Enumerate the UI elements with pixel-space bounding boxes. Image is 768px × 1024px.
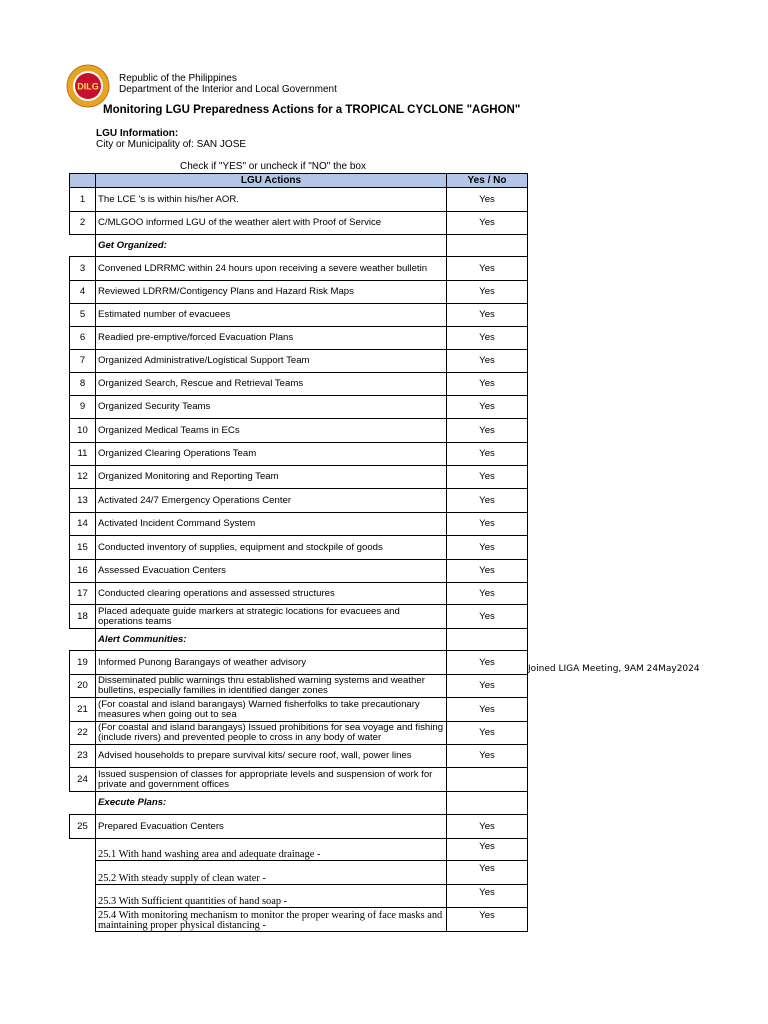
answer-cell[interactable]: Yes — [447, 304, 528, 327]
section-row — [70, 235, 528, 257]
answer-cell[interactable]: Yes — [447, 396, 528, 419]
row-number: 5 — [70, 304, 96, 327]
answer-cell[interactable]: Yes — [447, 651, 528, 675]
action-text: 25.1 With hand washing area and adequate drainage - — [96, 839, 447, 861]
action-text: Advised households to prepare survival kits/ secure roof, wall, power lines — [96, 745, 447, 768]
table-row — [70, 536, 528, 560]
agency-block — [119, 73, 337, 95]
table-row — [70, 839, 528, 861]
answer-cell[interactable]: Yes — [447, 327, 528, 350]
answer-cell[interactable]: Yes — [447, 257, 528, 281]
row-number: 2 — [70, 212, 96, 235]
table-row — [70, 304, 528, 327]
table-row — [70, 908, 528, 932]
action-text: 25.2 With steady supply of clean water - — [96, 861, 447, 885]
action-text: Organized Monitoring and Reporting Team — [96, 466, 447, 489]
action-text: C/MLGOO informed LGU of the weather alert with Proof of Service — [96, 212, 447, 235]
action-text: Organized Administrative/Logistical Support Team — [96, 350, 447, 373]
table-row — [70, 885, 528, 908]
row-number: 10 — [70, 419, 96, 443]
answer-cell[interactable]: Yes — [447, 536, 528, 560]
row-number: 24 — [70, 768, 96, 792]
answer-cell[interactable]: Yes — [447, 281, 528, 304]
answer-cell[interactable]: Yes — [447, 885, 528, 908]
answer-cell — [447, 235, 528, 257]
table-row — [70, 861, 528, 885]
header-num-cell — [70, 174, 96, 188]
table-row — [70, 513, 528, 536]
answer-cell[interactable]: Yes — [447, 583, 528, 605]
answer-cell[interactable]: Yes — [447, 373, 528, 396]
action-text: 25.3 With Sufficient quantities of hand soap - — [96, 885, 447, 908]
table-row — [70, 188, 528, 212]
table-row — [70, 257, 528, 281]
answer-cell[interactable]: Yes — [447, 419, 528, 443]
answer-cell[interactable]: Yes — [447, 188, 528, 212]
action-text: Placed adequate guide markers at strategic locations for evacuees and operations teams — [96, 605, 447, 629]
action-text: The LCE 's is within his/her AOR. — [96, 188, 447, 212]
answer-cell[interactable]: Yes — [447, 212, 528, 235]
row-number: 22 — [70, 722, 96, 745]
row-number: 18 — [70, 605, 96, 629]
side-note: Joined LIGA Meeting, 9AM 24May2024 — [528, 664, 700, 674]
dilg-logo — [66, 64, 110, 108]
answer-cell[interactable]: Yes — [447, 605, 528, 629]
action-text: Organized Medical Teams in ECs — [96, 419, 447, 443]
row-number: 12 — [70, 466, 96, 489]
table-row — [70, 419, 528, 443]
table-row — [70, 350, 528, 373]
answer-cell[interactable]: Yes — [447, 861, 528, 885]
action-text: (For coastal and island barangays) Issued prohibitions for sea voyage and fishing (include rivers) and prevented people to cross in any body of water — [96, 722, 447, 745]
row-number: 16 — [70, 560, 96, 583]
table-row — [70, 443, 528, 466]
answer-cell[interactable]: Yes — [447, 722, 528, 745]
answer-cell[interactable]: Yes — [447, 560, 528, 583]
section-label: Alert Communities: — [96, 629, 447, 651]
answer-cell[interactable]: Yes — [447, 908, 528, 932]
answer-cell[interactable]: Yes — [447, 489, 528, 513]
action-text: Organized Clearing Operations Team — [96, 443, 447, 466]
table-row — [70, 212, 528, 235]
table-row — [70, 745, 528, 768]
row-number — [70, 861, 96, 885]
action-text: Issued suspension of classes for appropriate levels and suspension of work for private and government offices — [96, 768, 447, 792]
answer-cell[interactable]: Yes — [447, 443, 528, 466]
table-header-row — [70, 174, 528, 188]
row-number: 8 — [70, 373, 96, 396]
row-number: 4 — [70, 281, 96, 304]
row-number: 20 — [70, 675, 96, 698]
action-text: 25.4 With monitoring mechanism to monitor the proper wearing of face masks and maintaining proper physical distancing - — [96, 908, 447, 932]
row-number — [70, 839, 96, 861]
section-label: Get Organized: — [96, 235, 447, 257]
table-row — [70, 605, 528, 629]
table-row — [70, 583, 528, 605]
section-row — [70, 629, 528, 651]
city-line: City or Municipality of: SAN JOSE — [96, 139, 247, 150]
row-number: 14 — [70, 513, 96, 536]
document-title: Monitoring LGU Preparedness Actions for a TROPICAL CYCLONE "AGHON" — [103, 104, 521, 116]
row-number: 23 — [70, 745, 96, 768]
table-row — [70, 560, 528, 583]
action-text: Disseminated public warnings thru established warning systems and weather bulletins, especially families in identified danger zones — [96, 675, 447, 698]
header-actions: LGU Actions — [96, 174, 447, 188]
answer-cell[interactable]: Yes — [447, 513, 528, 536]
header-yes-no: Yes / No — [447, 174, 528, 188]
row-number: 25 — [70, 815, 96, 839]
answer-cell[interactable]: Yes — [447, 839, 528, 861]
answer-cell — [447, 792, 528, 815]
row-number: 3 — [70, 257, 96, 281]
table-row — [70, 768, 528, 792]
blank-cell — [70, 792, 96, 815]
row-number: 13 — [70, 489, 96, 513]
lgu-info-label: LGU Information: — [96, 128, 179, 139]
action-text: (For coastal and island barangays) Warned fisherfolks to take precautionary measures when going out to sea — [96, 698, 447, 722]
action-text: Estimated number of evacuees — [96, 304, 447, 327]
actions-table — [69, 173, 528, 932]
blank-cell — [70, 235, 96, 257]
agency-line-1: Republic of the Philippines — [119, 73, 237, 84]
row-number: 9 — [70, 396, 96, 419]
table-row — [70, 281, 528, 304]
action-text: Convened LDRRMC within 24 hours upon receiving a severe weather bulletin — [96, 257, 447, 281]
row-number: 6 — [70, 327, 96, 350]
action-text: Readied pre-emptive/forced Evacuation Plans — [96, 327, 447, 350]
agency-line-2: Department of the Interior and Local Government — [119, 84, 337, 95]
answer-cell[interactable] — [447, 768, 528, 792]
table-row — [70, 722, 528, 745]
row-number: 19 — [70, 651, 96, 675]
table-row — [70, 651, 528, 675]
section-row — [70, 792, 528, 815]
row-number: 21 — [70, 698, 96, 722]
row-number: 17 — [70, 583, 96, 605]
action-text: Activated Incident Command System — [96, 513, 447, 536]
answer-cell — [447, 629, 528, 651]
action-text: Informed Punong Barangays of weather advisory — [96, 651, 447, 675]
instruction-text: Check if "YES" or uncheck if "NO" the box — [180, 161, 366, 172]
table-row — [70, 489, 528, 513]
table-row — [70, 815, 528, 839]
row-number: 1 — [70, 188, 96, 212]
action-text: Organized Security Teams — [96, 396, 447, 419]
action-text: Activated 24/7 Emergency Operations Center — [96, 489, 447, 513]
answer-cell[interactable]: Yes — [447, 698, 528, 722]
answer-cell[interactable]: Yes — [447, 466, 528, 489]
action-text: Organized Search, Rescue and Retrieval Teams — [96, 373, 447, 396]
answer-cell[interactable]: Yes — [447, 815, 528, 839]
table-row — [70, 466, 528, 489]
row-number: 11 — [70, 443, 96, 466]
action-text: Conducted clearing operations and assessed structures — [96, 583, 447, 605]
table-row — [70, 396, 528, 419]
table-row — [70, 327, 528, 350]
action-text: Assessed Evacuation Centers — [96, 560, 447, 583]
answer-cell[interactable]: Yes — [447, 745, 528, 768]
row-number — [70, 908, 96, 932]
table-row — [70, 675, 528, 698]
table-row — [70, 698, 528, 722]
section-label: Execute Plans: — [96, 792, 447, 815]
row-number — [70, 885, 96, 908]
answer-cell[interactable]: Yes — [447, 675, 528, 698]
table-row — [70, 373, 528, 396]
row-number: 15 — [70, 536, 96, 560]
action-text: Conducted inventory of supplies, equipment and stockpile of goods — [96, 536, 447, 560]
action-text: Prepared Evacuation Centers — [96, 815, 447, 839]
row-number: 7 — [70, 350, 96, 373]
logo-text: DILG — [77, 81, 99, 92]
blank-cell — [70, 629, 96, 651]
lgu-info — [96, 128, 246, 150]
answer-cell[interactable]: Yes — [447, 350, 528, 373]
action-text: Reviewed LDRRM/Contigency Plans and Hazard Risk Maps — [96, 281, 447, 304]
